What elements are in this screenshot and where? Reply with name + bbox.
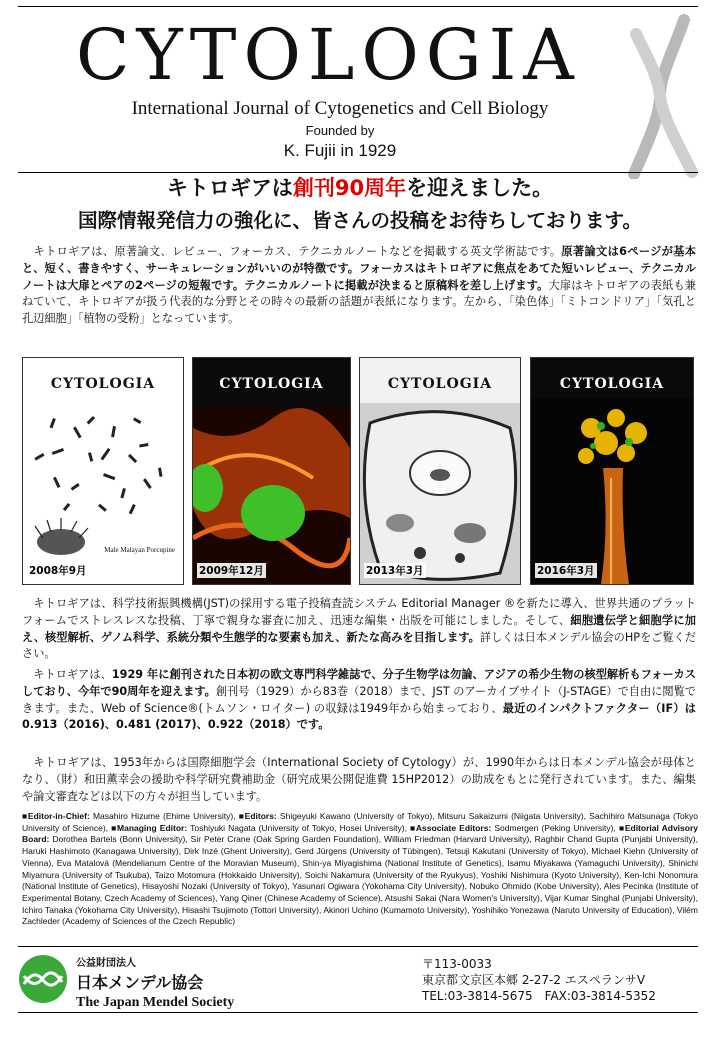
cover-title: CYTOLOGIA [50,376,156,392]
porcupine-icon [31,518,91,558]
editor-in-chief: Masahiro Hizume (Ehime University), [92,811,236,821]
cover-date: 2008年9月 [29,565,87,577]
headline-anniversary [0,178,720,199]
body-text: キトロギアは、 [22,668,112,681]
contact-address [422,956,656,1004]
society-type: 公益財団法人 [76,958,136,969]
impact-factor-text: 最近のインパクトファクター（IF）は0.913（2016)、0.481 (2017)、0.922（2018）です。 [22,701,696,732]
editor-in-chief-label: ■Editor-in-Chief: [22,811,90,821]
cover-2009 [192,357,351,585]
editors-list: Shigeyuki Kawano (University of Tokyo), Mitsuru Sakaizumi (Niigata University), Sachihiro Matsunaga (Tokyo University of Science), [22,811,698,833]
stomata-image-icon [360,403,520,584]
cover-title: CYTOLOGIA [219,376,324,392]
associate-editors-label: ■Associate Editors: [410,822,492,833]
top-rule [18,6,698,7]
masthead-rule [18,172,698,173]
advisory-board-list: Dorothea Bartels (Bonn University), Sir Peter Crane (Oak Spring Garden Foundation), William Friedman (Harvard University), Raghbir Chand Gupta (Punjabi University), Haruki Hashimoto (Kanagawa University), Dirk Inzé (Ghent University), Gerd Jürgens (University of Tübingen), Tetsuji Kakutani (University of Tokyo), Michael Kiehn (University of Vienna), Eva Matalová (Mendelianum Centre of the Moravian Museum), Shin-ya Miyagishima (National Institute of Genetics), Isamu Miyakawa (Yamaguchi University), Shinichi Miyamura (University of Tsukuba), Taizo Motomura (Hokkaido University), Soichi Nakamura (University of the Ryukyus), Yoshiki Nishimura (Kyoto University), Ken-Ichi Nonomura (National Institute of Genetics), Hisayoshi Nozaki (University of Tokyo), Yasunari Ogiwara (Yokohama City University), Nobuko Ohmido (Kobe University), Ales Pecinka (Institute of Experimental Botany, Czech Academy of Sciences), Yang Qiner (Chinese Academy of Science), Atsushi Sakai (Nara Women's University), Vijar Kumar Singhal (Punjabi University), Ichiro Tanaka (Yokohama City University), Hisashi Tsujimoto (Tottori University), Akinori Uchino (Kumamoto University), Yoshihiko Yonezawa (Naruto University of Education), Vilém Zachleder (Academy of Sciences of the Czech Republic) [22,834,698,927]
intro-text-end: 大扉はキトロギアの表紙も兼ねていて、キトロギアが扱う代表的な分野とその時々の最新の話題が表紙になります。左から、「染色体」「ミトコンドリア」「気孔と孔辺細胞」「植物の受粉」となっています。 [22,278,696,326]
pollination-image-icon [531,398,693,584]
cover-2008 [22,357,184,585]
cover-date: 2016年3月 [537,565,595,577]
cover-date: 2009年12月 [199,565,264,577]
society-name-en: The Japan Mendel Society [76,995,235,1010]
phone-fax: TEL:03-3814-5675 FAX:03-3814-5352 [422,989,656,1003]
street-address: 東京都文京区本郷 2-27-2 エスペランサV [422,973,646,987]
associate-editors: Sodmergen (Peking University), [494,822,616,833]
headline-text-end: を迎えました。 [406,176,554,200]
cover-title: CYTOLOGIA [387,376,493,392]
body-bold-text: 細胞遺伝学と細胞学に加え、核型解析、ゲノム科学、系統分類や生態学的な要素も加え、新たな高みを目指します。 [22,613,696,644]
cover-date: 2013年3月 [366,565,424,577]
chromosome-spread-icon [33,408,173,518]
mendel-society-logo-icon [18,954,68,1004]
footer [18,946,702,1010]
founder: K. Fujii in 1929 [283,141,397,160]
cover-gallery [22,357,698,583]
advisory-board-label: ■Editorial Advisory Board: [22,822,698,845]
journal-subtitle: International Journal of Cytogenetics and Cell Biology [131,98,549,119]
intro-text: キトロギアは、原著論文、レビュー、フォーカス、テクニカルノートなどを掲載する英文学術誌です。 [22,245,562,258]
cover-caption: Male Malayan Porcupine [104,546,175,554]
intro-bold-text: 原著論文は6ページが基本と、短く、書きやすく、サーキュレーションがいいのが特徴です。フォーカスはキトロギアに焦点をあてた短いレビュー、テクニカルノートは大扉とペアの2ページの短報です。テクニカルノートに掲載が決まると原稿料を差し上げます。 [22,245,696,292]
cover-title: CYTOLOGIA [559,376,665,392]
intro-paragraph [22,244,696,328]
headline-call-for-papers: 国際情報発信力の強化に、皆さんの投稿をお待ちしております。 [78,209,642,232]
body-bold-text: 1929 年に創刊された日本初の欧文専門科学雑誌で、分子生物学は勿論、アジアの希少生物の核型解析もフォーカスしており、今年で90周年を迎えます。 [22,668,696,698]
masthead [0,14,720,174]
body-text: キトロギアは、1953年からは国際細胞学会（International Society of Cytology）が、1990年からは日本メンデル協会が母体となり、（財）和田薫幸会の援助や科学研究費補助金（研究成果公開促進費 15HP2012）の助成をもとに発行されています。また、編集や論文審査などは以下の方々が担当しています。 [22,756,696,803]
body-paragraph-publisher [22,755,696,805]
headline-highlight: 創刊90周年 [292,176,407,200]
body-text-mid: 創刊号（1929）から83巻（2018）まで、JST のアーカイブサイト（J-STAGE）で自由に閲覧できます。また、Web of Science®(トムソン・ロイター) の収録は1949年から始まっており、 [22,684,696,715]
society-name-jp: 日本メンデル協会 [76,973,204,992]
bottom-rule [18,1012,698,1013]
cover-2013 [359,357,521,585]
society-name [76,954,234,1011]
managing-editor: Toshiyuki Nagata (University of Tokyo, Hosei University), [190,822,407,833]
journal-logo: CYTOLOGIA [76,14,581,96]
cover-2016 [530,357,694,585]
postal-code: 〒113-0033 [422,957,492,971]
body-text-end: 詳しくは日本メンデル協会のHPをご覧ください。 [22,630,696,661]
founded-by-label: Founded by [305,123,375,138]
headline-text: キトロギアは [166,176,293,200]
editorial-board [22,811,698,928]
body-text: キトロギアは、科学技術振興機構(JST)の採用する電子投稿査読システム Editorial Manager ®を新たに導入、世界共通のプラットフォームでストレスレスな投稿、丁寧で親身な審査に加え、迅速な編集・出版を可能にしました。そして、 [22,597,696,627]
mitochondria-image-icon [193,408,350,584]
body-paragraph-editorial-manager [22,596,696,663]
managing-editor-label: ■Managing Editor: [111,822,188,833]
chromosome-icon [622,14,702,179]
body-paragraph-history [22,667,696,734]
editors-label: ■Editors: [238,811,277,821]
